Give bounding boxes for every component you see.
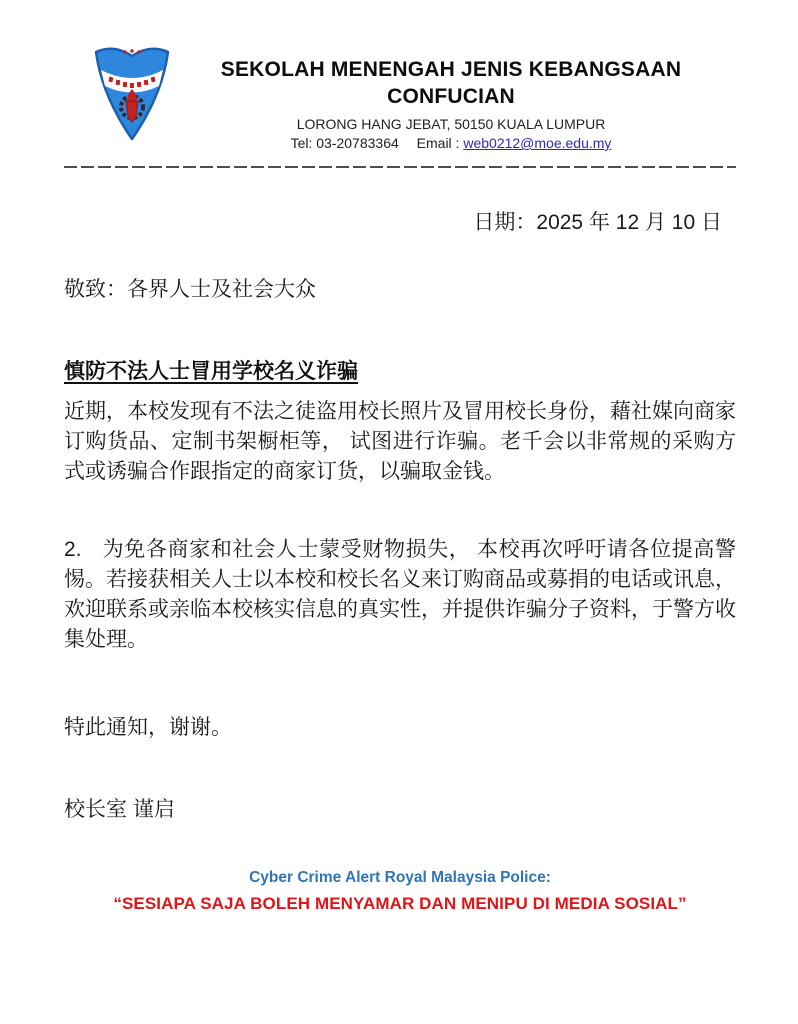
paragraph-1: 近期，本校发现有不法之徒盗用校长照片及冒用校长身份，藉社媒向商家订购货品、定制书架橱柜等， 试图进行诈骗。老千会以非常规的采购方式或诱骗合作跟指定的商家订货，以骗取金钱。 [64, 400, 736, 483]
school-crest-logo [92, 42, 172, 147]
cybercrime-alert [64, 869, 736, 914]
school-name-line1: SEKOLAH MENENGAH JENIS KEBANGSAAN [220, 58, 682, 81]
cybercrime-alert-message: “SESIAPA SAJA BOLEH MENYAMAR DAN MENIPU DI MEDIA SOSIAL” [113, 894, 687, 913]
school-crest-icon [92, 42, 172, 142]
email-label: Email : [416, 135, 460, 151]
telephone-number: Tel: 03-20783364 [290, 135, 399, 151]
paragraph-2-number: 2. [64, 538, 82, 561]
closing-line: 特此通知，谢谢。 [64, 716, 232, 739]
email-link[interactable]: web0212@moe.edu.my [463, 135, 612, 151]
subject-heading: 慎防不法人士冒用学校名义诈骗 [64, 360, 358, 383]
salutation: 敬致：各界人士及社会大众 [64, 278, 316, 301]
date-line: 日期：2025 年 12 月 10 日 [473, 211, 722, 234]
school-address: LORONG HANG JEBAT, 50150 KUALA LUMPUR [296, 116, 606, 132]
letter-body [64, 206, 736, 823]
paragraph-2-text: 为免各商家和社会人士蒙受财物损失， 本校再次呼吁请各位提高警惕。若接获相关人士以本校和校长名义来订购商品或募捐的电话或讯息，欢迎联系或亲临本校核实信息的真实性，并提供诈骗分子资料，于警方收集处理。 [64, 538, 736, 651]
signoff-line: 校长室 谨启 [64, 798, 175, 821]
cybercrime-alert-title: Cyber Crime Alert Royal Malaysia Police: [249, 869, 551, 886]
letterhead [64, 42, 736, 151]
school-name [172, 56, 730, 110]
school-name-line2: CONFUCIAN [387, 85, 515, 108]
contact-line [172, 135, 730, 151]
separator-line [64, 166, 736, 168]
letterhead-text [172, 42, 736, 151]
paragraph-2 [64, 535, 736, 655]
